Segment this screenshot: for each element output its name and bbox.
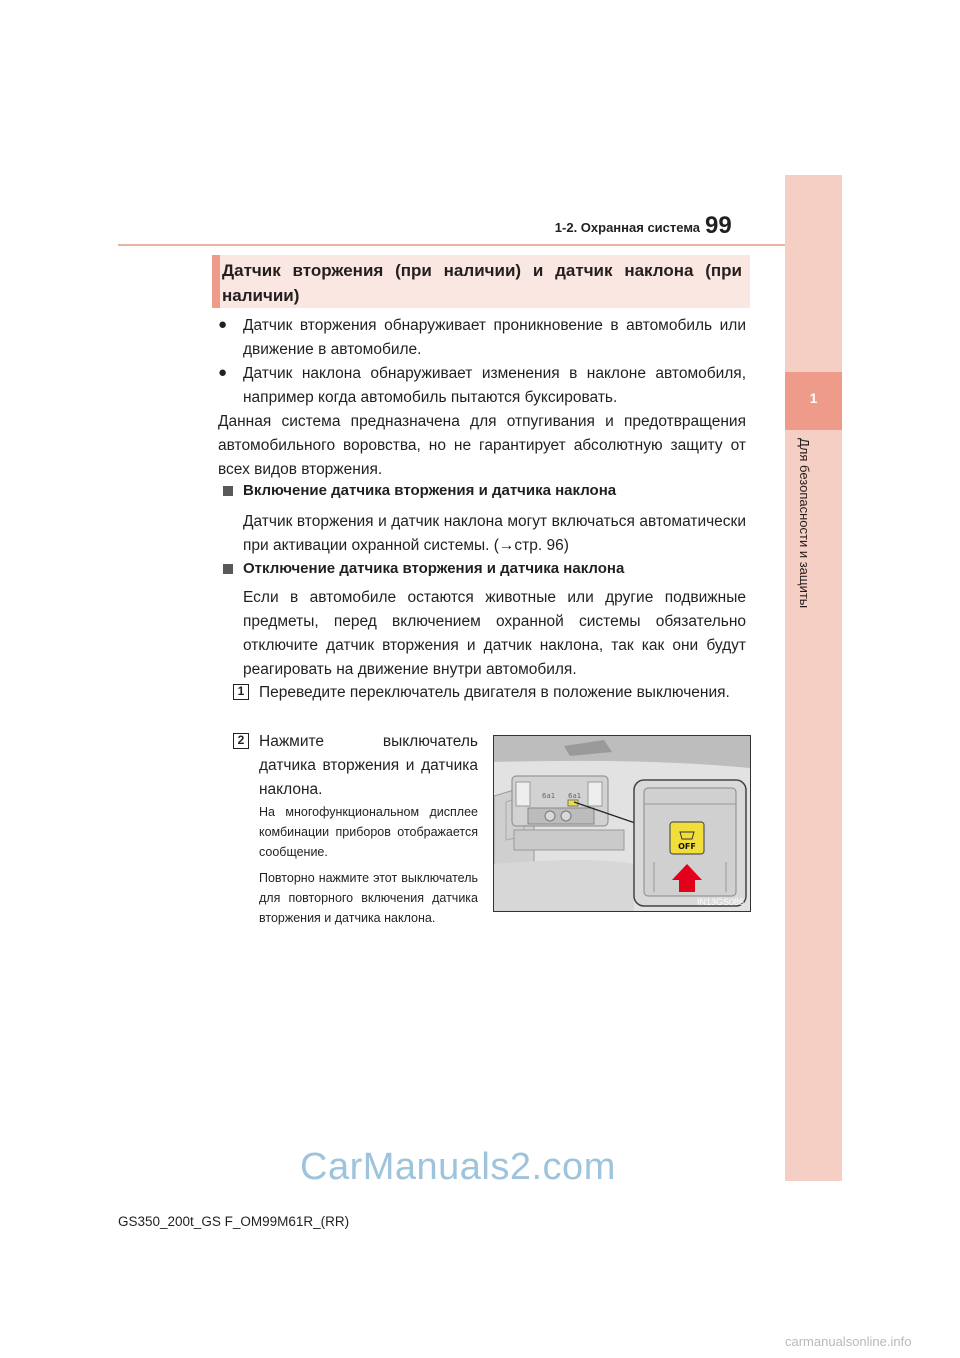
bullet-icon: ● bbox=[218, 364, 228, 381]
step-number-box: 1 bbox=[233, 684, 249, 700]
section-title: Датчик вторжения (при наличии) и датчик наклона (при наличии) bbox=[222, 261, 742, 305]
step-text: Нажмите выключатель датчика вторжения и датчика наклона. bbox=[259, 733, 478, 798]
disable-paragraph: Если в автомобиле остаются животные или другие подвижные предметы, перед включением охранной системы обязательно отключите датчик вторжения и датчик наклона, так как они будут реагировать на движение внутри автомобиля. bbox=[243, 589, 746, 678]
svg-text:6a1: 6a1 bbox=[568, 792, 582, 800]
note-text: На многофункциональном дисплее комбинации приборов отображается сообщение. bbox=[259, 805, 478, 859]
bullet-text: Датчик наклона обнаруживает изменения в наклоне автомобиля, например когда автомобиль пытаются буксировать. bbox=[243, 365, 746, 406]
console-drawing bbox=[494, 736, 750, 911]
step-number-box: 2 bbox=[233, 733, 249, 749]
switch-off-label: OFF bbox=[678, 842, 696, 851]
bullet-text: Датчик вторжения обнаруживает проникновение в автомобиль или движение в автомобиле. bbox=[243, 317, 746, 358]
subheading-enable: Включение датчика вторжения и датчика наклона bbox=[243, 482, 617, 499]
corner-watermark: carmanualsonline.info bbox=[785, 1334, 912, 1349]
watermark: CarManuals2.com bbox=[300, 1146, 616, 1188]
side-tab bbox=[785, 175, 842, 1181]
note-text: Повторно нажмите этот выключатель для повторного включения датчика вторжения и датчика наклона. bbox=[259, 871, 478, 925]
enable-paragraph bbox=[243, 510, 746, 558]
arrow-icon: → bbox=[498, 537, 515, 554]
switch-illustration bbox=[493, 735, 751, 912]
header-section-title: 1-2. Охранная система bbox=[554, 220, 700, 235]
chapter-number: 1 bbox=[809, 390, 818, 406]
section-title-accent bbox=[212, 255, 220, 308]
page-reference[interactable]: стр. 96) bbox=[514, 537, 569, 554]
page-number: 99 bbox=[705, 212, 732, 239]
footer-code: GS350_200t_GS F_OM99M61R_(RR) bbox=[118, 1214, 350, 1229]
bullet-icon: ● bbox=[218, 316, 228, 333]
enable-text: Датчик вторжения и датчик наклона могут включаться автоматически при активации охранной системы. ( bbox=[243, 513, 746, 554]
side-tab-label: Для безопасности и защиты bbox=[797, 438, 812, 609]
subheading-disable: Отключение датчика вторжения и датчика наклона bbox=[243, 560, 625, 577]
intro-paragraph: Данная система предназначена для отпугивания и предотвращения автомобильного воровства, но не гарантирует абсолютную защиту от всех видов вторжения. bbox=[218, 413, 746, 478]
illustration-code: IN13GS086 bbox=[696, 897, 744, 907]
header-divider bbox=[118, 244, 786, 246]
svg-text:6a1: 6a1 bbox=[542, 792, 556, 800]
square-bullet-icon bbox=[223, 486, 233, 496]
square-bullet-icon bbox=[223, 564, 233, 574]
step-text: Переведите переключатель двигателя в положение выключения. bbox=[259, 684, 730, 701]
